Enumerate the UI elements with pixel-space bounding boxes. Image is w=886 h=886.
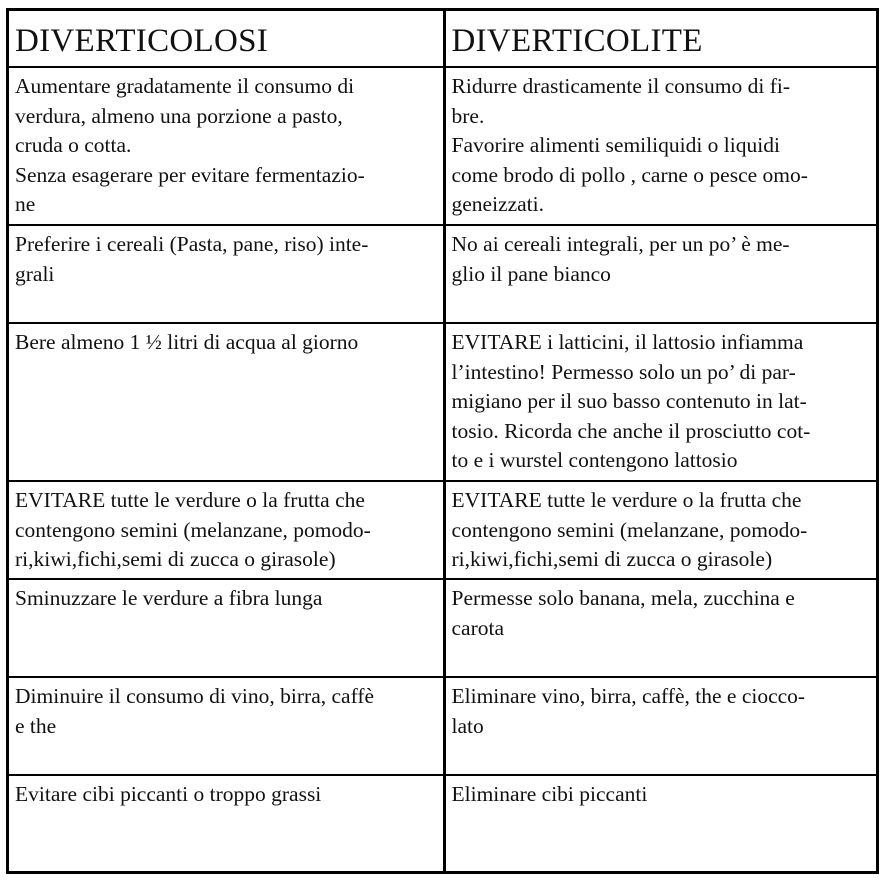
- header-diverticolosi: DIVERTICOLOSI: [9, 11, 444, 67]
- table-row: [9, 677, 876, 775]
- table-row: [9, 775, 876, 873]
- cell-diverticolite: Permesse solo banana, mela, zucchina e carota: [444, 579, 876, 677]
- table-row: [9, 225, 876, 323]
- cell-diverticolosi: EVITARE tutte le verdure o la frutta che contengono semini (melanzane, pomodo- ri,kiwi,fichi,semi di zucca o girasole): [9, 481, 444, 579]
- cell-diverticolite: EVITARE tutte le verdure o la frutta che contengono semini (melanzane, pomodo- ri,kiwi,fichi,semi di zucca o girasole): [444, 481, 876, 579]
- cell-diverticolosi: Bere almeno 1 ½ litri di acqua al giorno: [9, 323, 444, 481]
- table-row: [9, 67, 876, 225]
- cell-diverticolosi: Aumentare gradatamente il consumo di verdura, almeno una porzione a pasto, cruda o cotta. Senza esagerare per evitare fermentazio- ne: [9, 67, 444, 225]
- cell-diverticolosi: Sminuzzare le verdure a fibra lunga: [9, 579, 444, 677]
- comparison-table-frame: [6, 8, 879, 874]
- cell-diverticolite: Eliminare vino, birra, caffè, the e cioccο- lato: [444, 677, 876, 775]
- cell-diverticolosi: Preferire i cereali (Pasta, pane, riso) inte- grali: [9, 225, 444, 323]
- cell-diverticolite: EVITARE i latticini, il lattosio infiamma l’intestino! Permesso solo un po’ di par- migiano per il suo basso contenuto in lat- tosio. Ricorda che anche il prosciutto cot- to e i wurstel contengono lattosio: [444, 323, 876, 481]
- cell-diverticolosi: Diminuire il consumo di vino, birra, caffè e the: [9, 677, 444, 775]
- comparison-table: [9, 11, 876, 873]
- header-diverticolite: DIVERTICOLITE: [444, 11, 876, 67]
- header-row: [9, 11, 876, 67]
- cell-diverticolite: No ai cereali integrali, per un po’ è me- glio il pane bianco: [444, 225, 876, 323]
- table-row: [9, 323, 876, 481]
- cell-diverticolite: Eliminare cibi piccanti: [444, 775, 876, 873]
- table-row: [9, 481, 876, 579]
- table-row: [9, 579, 876, 677]
- cell-diverticolosi: Evitare cibi piccanti o troppo grassi: [9, 775, 444, 873]
- cell-diverticolite: Ridurre drasticamente il consumo di fi- bre. Favorire alimenti semiliquidi o liquidi come brodo di pollo , carne o pesce omo- geneizzati.: [444, 67, 876, 225]
